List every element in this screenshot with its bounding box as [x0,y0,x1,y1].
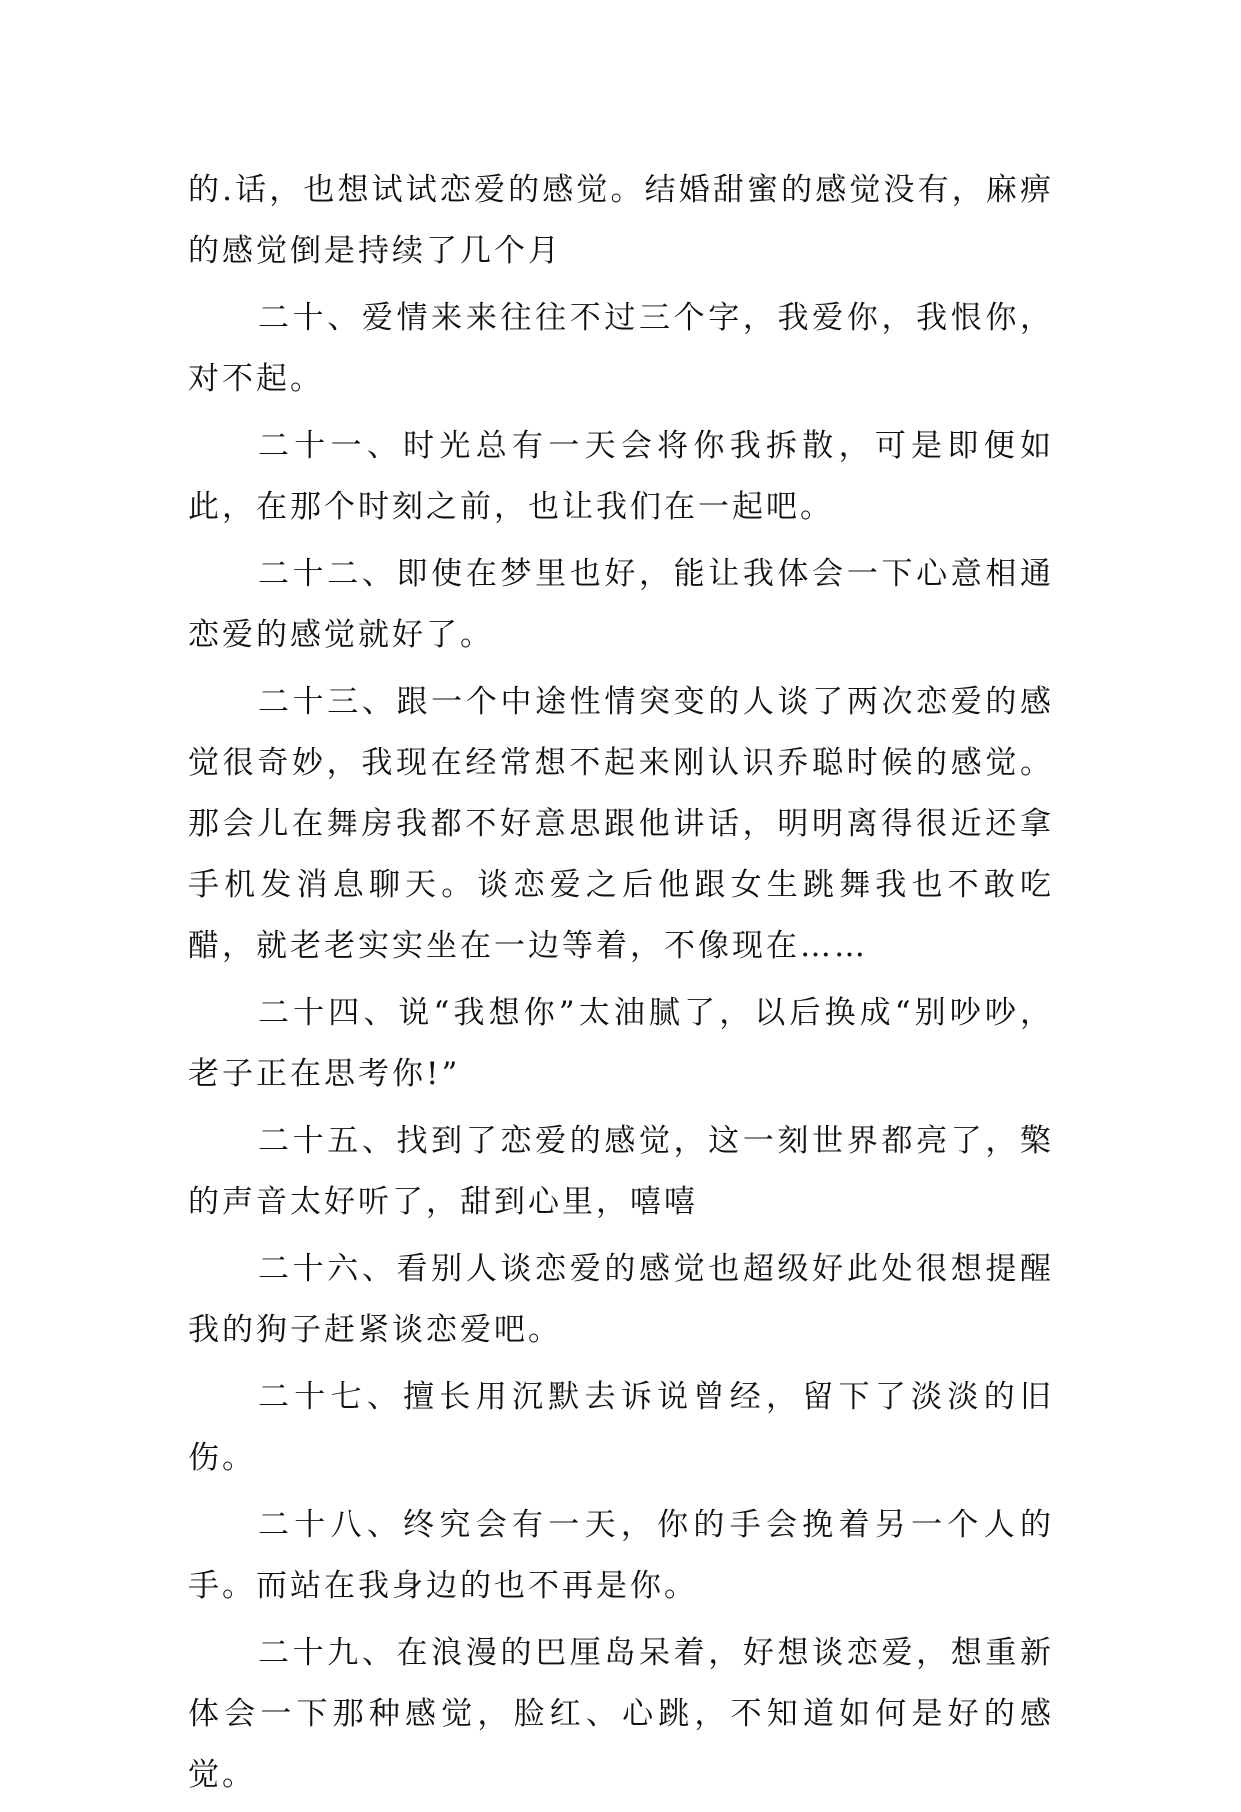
paragraph-29: 二十九、在浪漫的巴厘岛呆着，好想谈恋爱，想重新体会一下那种感觉，脸红、心跳，不知道如何是好的感觉。 [188,1635,1054,1793]
paragraph-25: 二十五、找到了恋爱的感觉，这一刻世界都亮了，檠的声音太好听了，甜到心里，嘻嘻 [188,1123,1054,1220]
paragraph-26: 二十六、看别人谈恋爱的感觉也超级好此处很想提醒我的狗子赶紧谈恋爱吧。 [188,1251,1054,1348]
paragraph-27: 二十七、擅长用沉默去诉说曾经，留下了淡淡的旧伤。 [188,1379,1054,1476]
paragraph-28: 二十八、终究会有一天，你的手会挽着另一个人的手。而站在我身边的也不再是你。 [188,1507,1054,1604]
paragraph-22: 二十二、即使在梦里也好，能让我体会一下心意相通恋爱的感觉就好了。 [188,556,1054,653]
paragraph-23: 二十三、跟一个中途性情突变的人谈了两次恋爱的感觉很奇妙，我现在经常想不起来刚认识乔聪时候的感觉。那会儿在舞房我都不好意思跟他讲话，明明离得很近还拿手机发消息聊天。谈恋爱之后他跟女生跳舞我也不敢吃醋，就老老实实坐在一边等着，不像现在…… [188,684,1054,964]
paragraph-continued: 的.话，也想试试恋爱的感觉。结婚甜蜜的感觉没有，麻痹的感觉倒是持续了几个月 [188,172,1054,269]
paragraph-21: 二十一、时光总有一天会将你我拆散，可是即便如此，在那个时刻之前，也让我们在一起吧。 [188,428,1054,525]
document-body [188,160,1054,1812]
paragraph-24: 二十四、说“我想你”太油腻了，以后换成“别吵吵，老子正在思考你!” [188,995,1054,1092]
paragraph-20: 二十、爱情来来往往不过三个字，我爱你，我恨你，对不起。 [188,300,1054,397]
